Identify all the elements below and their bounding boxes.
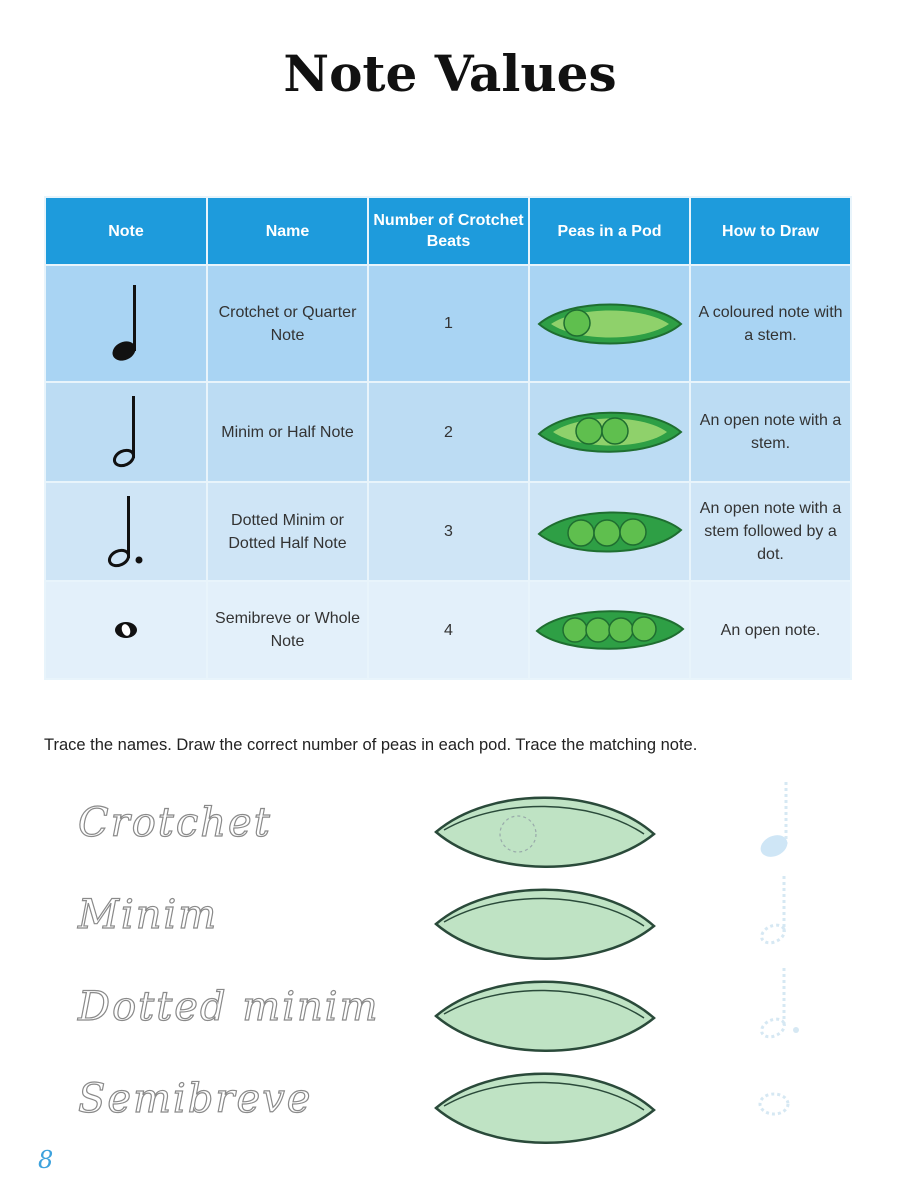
page-number: 8 — [38, 1146, 54, 1174]
trace-word-minim[interactable]: Minim — [78, 892, 219, 938]
note-cell — [45, 382, 207, 482]
trace-word-crotchet[interactable]: Crotchet — [78, 800, 272, 846]
beats-cell: 2 — [368, 382, 529, 482]
peas-cell — [529, 482, 690, 581]
minim-note-icon — [106, 392, 146, 472]
exercise-instruction: Trace the names. Draw the correct number of peas in each pod. Trace the matching note. — [44, 736, 698, 754]
note-cell — [45, 482, 207, 581]
header-name: Name — [207, 197, 368, 265]
table-row — [45, 482, 851, 581]
name-cell: Minim or Half Note — [207, 382, 368, 482]
note-values-table — [44, 196, 850, 678]
how-cell: An open note with a stem. — [690, 382, 851, 482]
beats-cell: 3 — [368, 482, 529, 581]
note-cell — [45, 581, 207, 679]
peas-cell — [529, 581, 690, 679]
crotchet-note-icon — [106, 279, 146, 369]
empty-pod-crotchet[interactable] — [430, 790, 660, 874]
page-title: Note Values — [283, 44, 617, 103]
pod-four-peas-icon — [535, 605, 685, 655]
empty-pod-semibreve[interactable] — [430, 1066, 660, 1150]
table-row — [45, 265, 851, 382]
trace-word-semibreve[interactable]: Semibreve — [78, 1076, 313, 1122]
how-cell: An open note with a stem followed by a dot. — [690, 482, 851, 581]
trace-semibreve-note-icon[interactable] — [752, 1086, 802, 1122]
pod-one-pea-icon — [535, 296, 685, 352]
name-cell: Crotchet or Quarter Note — [207, 265, 368, 382]
how-cell: An open note. — [690, 581, 851, 679]
note-cell — [45, 265, 207, 382]
empty-pod-dotted-minim[interactable] — [430, 974, 660, 1058]
trace-word-dotted-minim[interactable]: Dotted minim — [78, 984, 380, 1030]
trace-minim-note-icon[interactable] — [752, 872, 802, 952]
empty-pod-minim[interactable] — [430, 882, 660, 966]
pod-three-peas-icon — [535, 504, 685, 560]
semibreve-note-icon — [106, 615, 146, 645]
header-peas: Peas in a Pod — [529, 197, 690, 265]
dotted-minim-note-icon — [101, 492, 151, 572]
header-how-to-draw: How to Draw — [690, 197, 851, 265]
peas-cell — [529, 382, 690, 482]
header-note: Note — [45, 197, 207, 265]
trace-crotchet-note-icon[interactable] — [752, 778, 802, 868]
table-row — [45, 382, 851, 482]
trace-dotted-minim-note-icon[interactable] — [752, 964, 812, 1044]
header-beats: Number of Crotchet Beats — [368, 197, 529, 265]
how-cell: A coloured note with a stem. — [690, 265, 851, 382]
name-cell: Semibreve or Whole Note — [207, 581, 368, 679]
pod-two-peas-icon — [535, 404, 685, 460]
peas-cell — [529, 265, 690, 382]
beats-cell: 1 — [368, 265, 529, 382]
beats-cell: 4 — [368, 581, 529, 679]
name-cell: Dotted Minim or Dotted Half Note — [207, 482, 368, 581]
table-row — [45, 581, 851, 679]
